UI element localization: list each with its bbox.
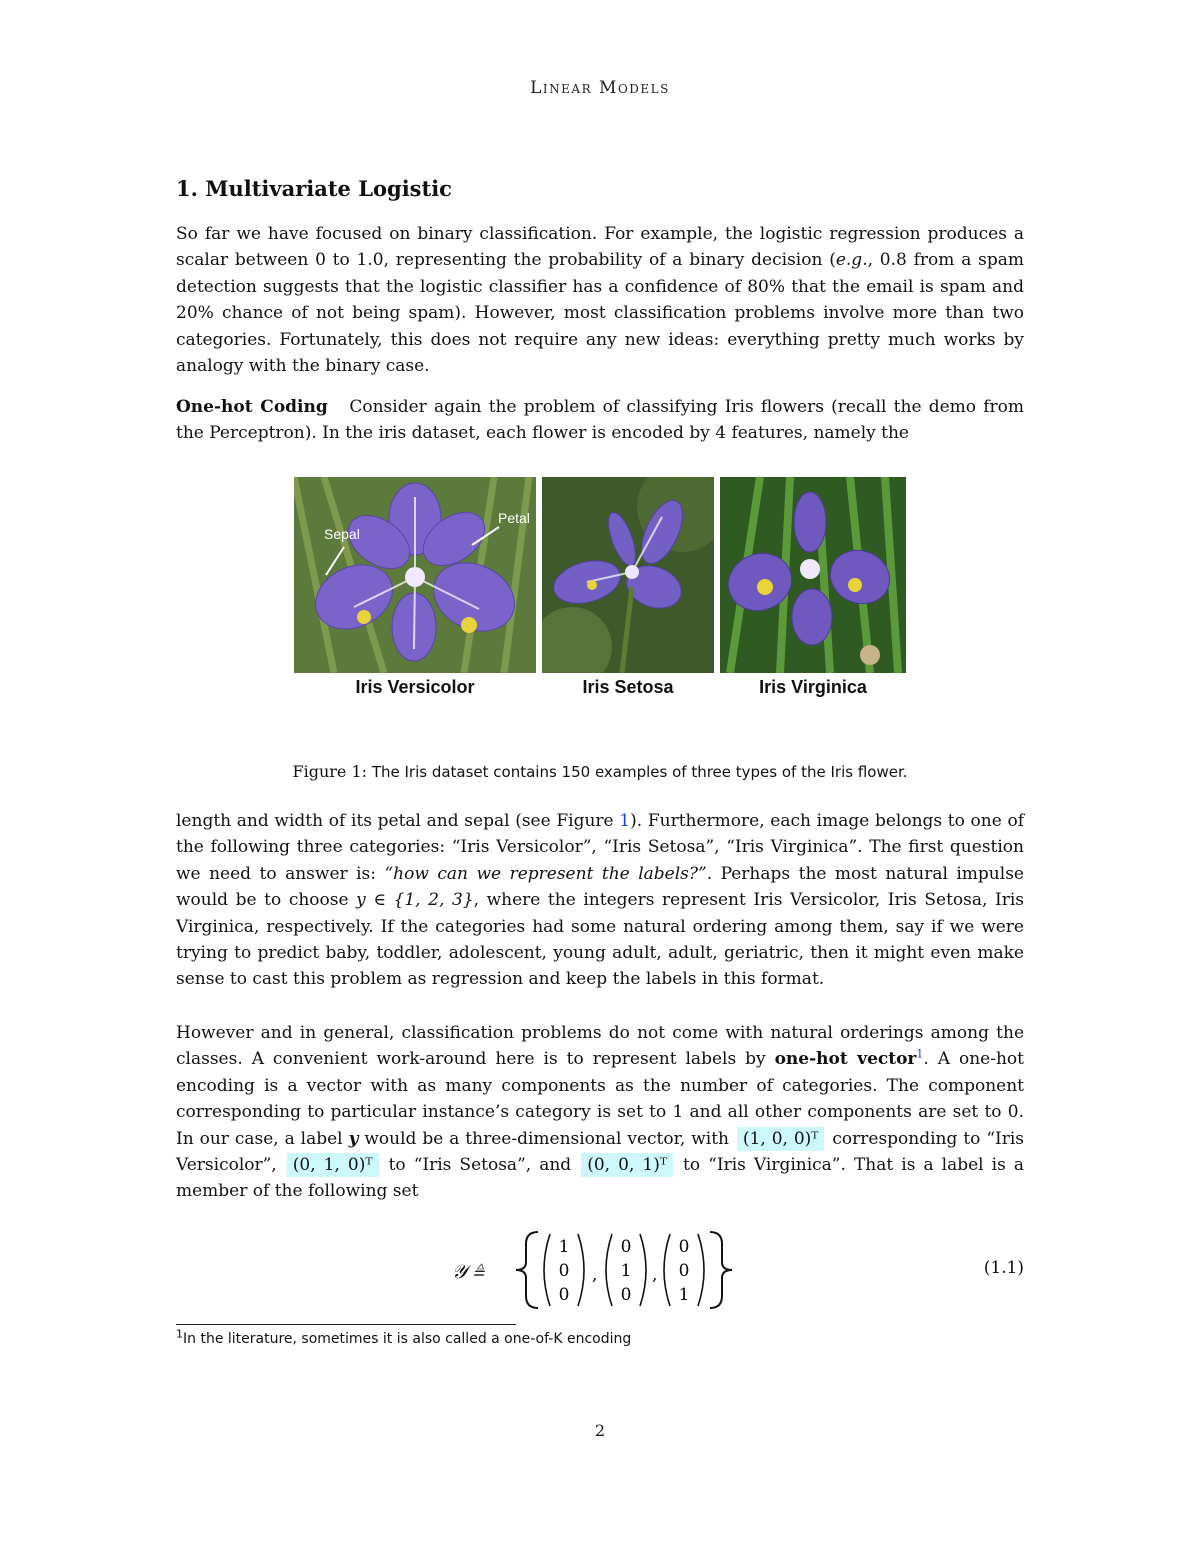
equation-comma: , (652, 1265, 658, 1285)
paragraph-text: corresponding to “Iris Versicolor”, (176, 1128, 1025, 1176)
vector2-entry: 1 (620, 1261, 632, 1281)
vector1-entry: 1 (558, 1237, 570, 1257)
paragraph-text: would be a three-dimensional vector, with (358, 1128, 735, 1149)
vector-highlight-setosa: (0, 1, 0)ᵀ (287, 1153, 379, 1177)
figure-label-setosa: Iris Setosa (582, 677, 674, 697)
paragraph-one-hot-text: Consider again the problem of classifying Iris flowers (recall the demo from the Perceptron). In the iris dataset, each flower is encoded by 4 features, namely the (176, 397, 1024, 444)
vector2-right-paren (640, 1234, 646, 1306)
vector2-left-paren (606, 1234, 612, 1306)
question-text: “how can we represent the labels?” (384, 863, 707, 884)
figure-ref-link[interactable]: 1 (619, 811, 631, 831)
figure-caption (0, 762, 1200, 781)
running-head: Linear Models (530, 78, 670, 98)
figure-caption-text: The Iris dataset contains 150 examples of three types of the Iris flower. (371, 763, 908, 781)
paragraph-labels-text: . Perhaps the most natural impulse would be to choose (176, 863, 1024, 911)
paragraph-one-hot (176, 394, 1024, 447)
iris-figure (294, 477, 906, 705)
footnote-rule (176, 1324, 516, 1325)
paragraph-labels (176, 808, 1024, 993)
page-number: 2 (594, 1421, 606, 1440)
vector1-entry: 0 (558, 1285, 570, 1305)
iris-setosa-image (542, 477, 714, 673)
vector2-entry: 0 (620, 1285, 632, 1305)
equation-number: (1.1) (983, 1258, 1024, 1278)
paragraph-labels-text: length and width of its petal and sepal (see Figure (176, 811, 620, 831)
paragraph-text: to “Iris Setosa”, and (380, 1155, 580, 1176)
paragraph-labels-text: ). Furthermore, each image belongs to one of the following three categories: “Iris Versicolor”, “Iris Setosa”, “Iris Virginica”. The first question we need to answer is: (176, 811, 1024, 884)
vector2-entry: 0 (620, 1237, 632, 1257)
iris-versicolor-image (294, 477, 536, 673)
iris-virginica-image (720, 477, 906, 673)
paragraph-text: to “Iris Virginica”. That is a label is a member of the following set (176, 1155, 1024, 1202)
paragraph-text: However and in general, classification problems do not come with natural orderings among the classes. A convenient work-around here is to represent labels by (176, 1023, 1024, 1070)
petal-annotation: Petal (498, 510, 530, 526)
vector1-entry: 0 (558, 1261, 570, 1281)
paragraph-intro-text-end: , 0.8 from a spam detection suggests that the logistic classifier has a confidence of 80% that the email is spam and 20% chance of not being spam). However, most classification problems involve more than two categories. Fortunately, this does not require any new ideas: everything pretty much works by analogy with the binary case. (176, 250, 1025, 377)
right-brace (710, 1232, 732, 1308)
footnote-text: In the literature, sometimes it is also called a one-of-K encoding (183, 1331, 632, 1347)
footnote-mark: 1 (176, 1327, 183, 1341)
math-y: y (348, 1128, 359, 1149)
vector3-entry: 0 (678, 1237, 690, 1257)
paragraph-intro (176, 221, 1024, 379)
eg-abbrev: e.g. (835, 250, 868, 271)
paragraph-intro-text: So far we have focused on binary classification. For example, the logistic regression produces a scalar between 0 to 1.0, representing the probability of a binary decision ( (176, 224, 1024, 271)
figure-label-virginica: Iris Virginica (759, 677, 867, 697)
vector3-entry: 0 (678, 1261, 690, 1281)
paragraph-text: . A one-hot encoding is a vector with as many components as the number of categories. The component corresponding to particular instance’s category is set to 1 and all other components are set to 0. In our case, a label (176, 1049, 1025, 1149)
figure-caption-label: Figure 1: (292, 762, 368, 781)
section-title: 1. Multivariate Logistic (176, 176, 452, 201)
equation-comma: , (592, 1265, 598, 1285)
paragraph-one-hot-vector (176, 1020, 1024, 1205)
vector3-left-paren (664, 1234, 670, 1306)
one-hot-term: one-hot vector (774, 1049, 917, 1070)
vector3-entry: 1 (678, 1285, 690, 1305)
vector1-right-paren (578, 1234, 584, 1306)
paragraph-labels-text: , where the integers represent Iris Versicolor, Iris Setosa, Iris Virginica, respectively. If the categories had some natural ordering among them, say if we were trying to predict baby, toddler, adolescent, young adult, adult, geriatric, then it might even make sense to cast this problem as regression and keep the labels in this format. (176, 890, 1024, 990)
footnote (176, 1327, 632, 1347)
left-brace (516, 1232, 538, 1308)
equation-1-1 (176, 1226, 1024, 1314)
equation-lhs: 𝒴 ≜ (452, 1261, 484, 1283)
figure-label-versicolor: Iris Versicolor (355, 677, 475, 697)
paragraph-heading: One-hot Coding (176, 397, 328, 417)
footnote-ref-link[interactable]: 1 (916, 1047, 924, 1061)
vector3-right-paren (698, 1234, 704, 1306)
sepal-annotation: Sepal (324, 526, 360, 542)
vector1-left-paren (544, 1234, 550, 1306)
vector-highlight-versicolor: (1, 0, 0)ᵀ (737, 1127, 825, 1151)
math-label-set: y ∈ {1, 2, 3} (356, 890, 474, 911)
vector-highlight-virginica: (0, 0, 1)ᵀ (581, 1153, 673, 1177)
